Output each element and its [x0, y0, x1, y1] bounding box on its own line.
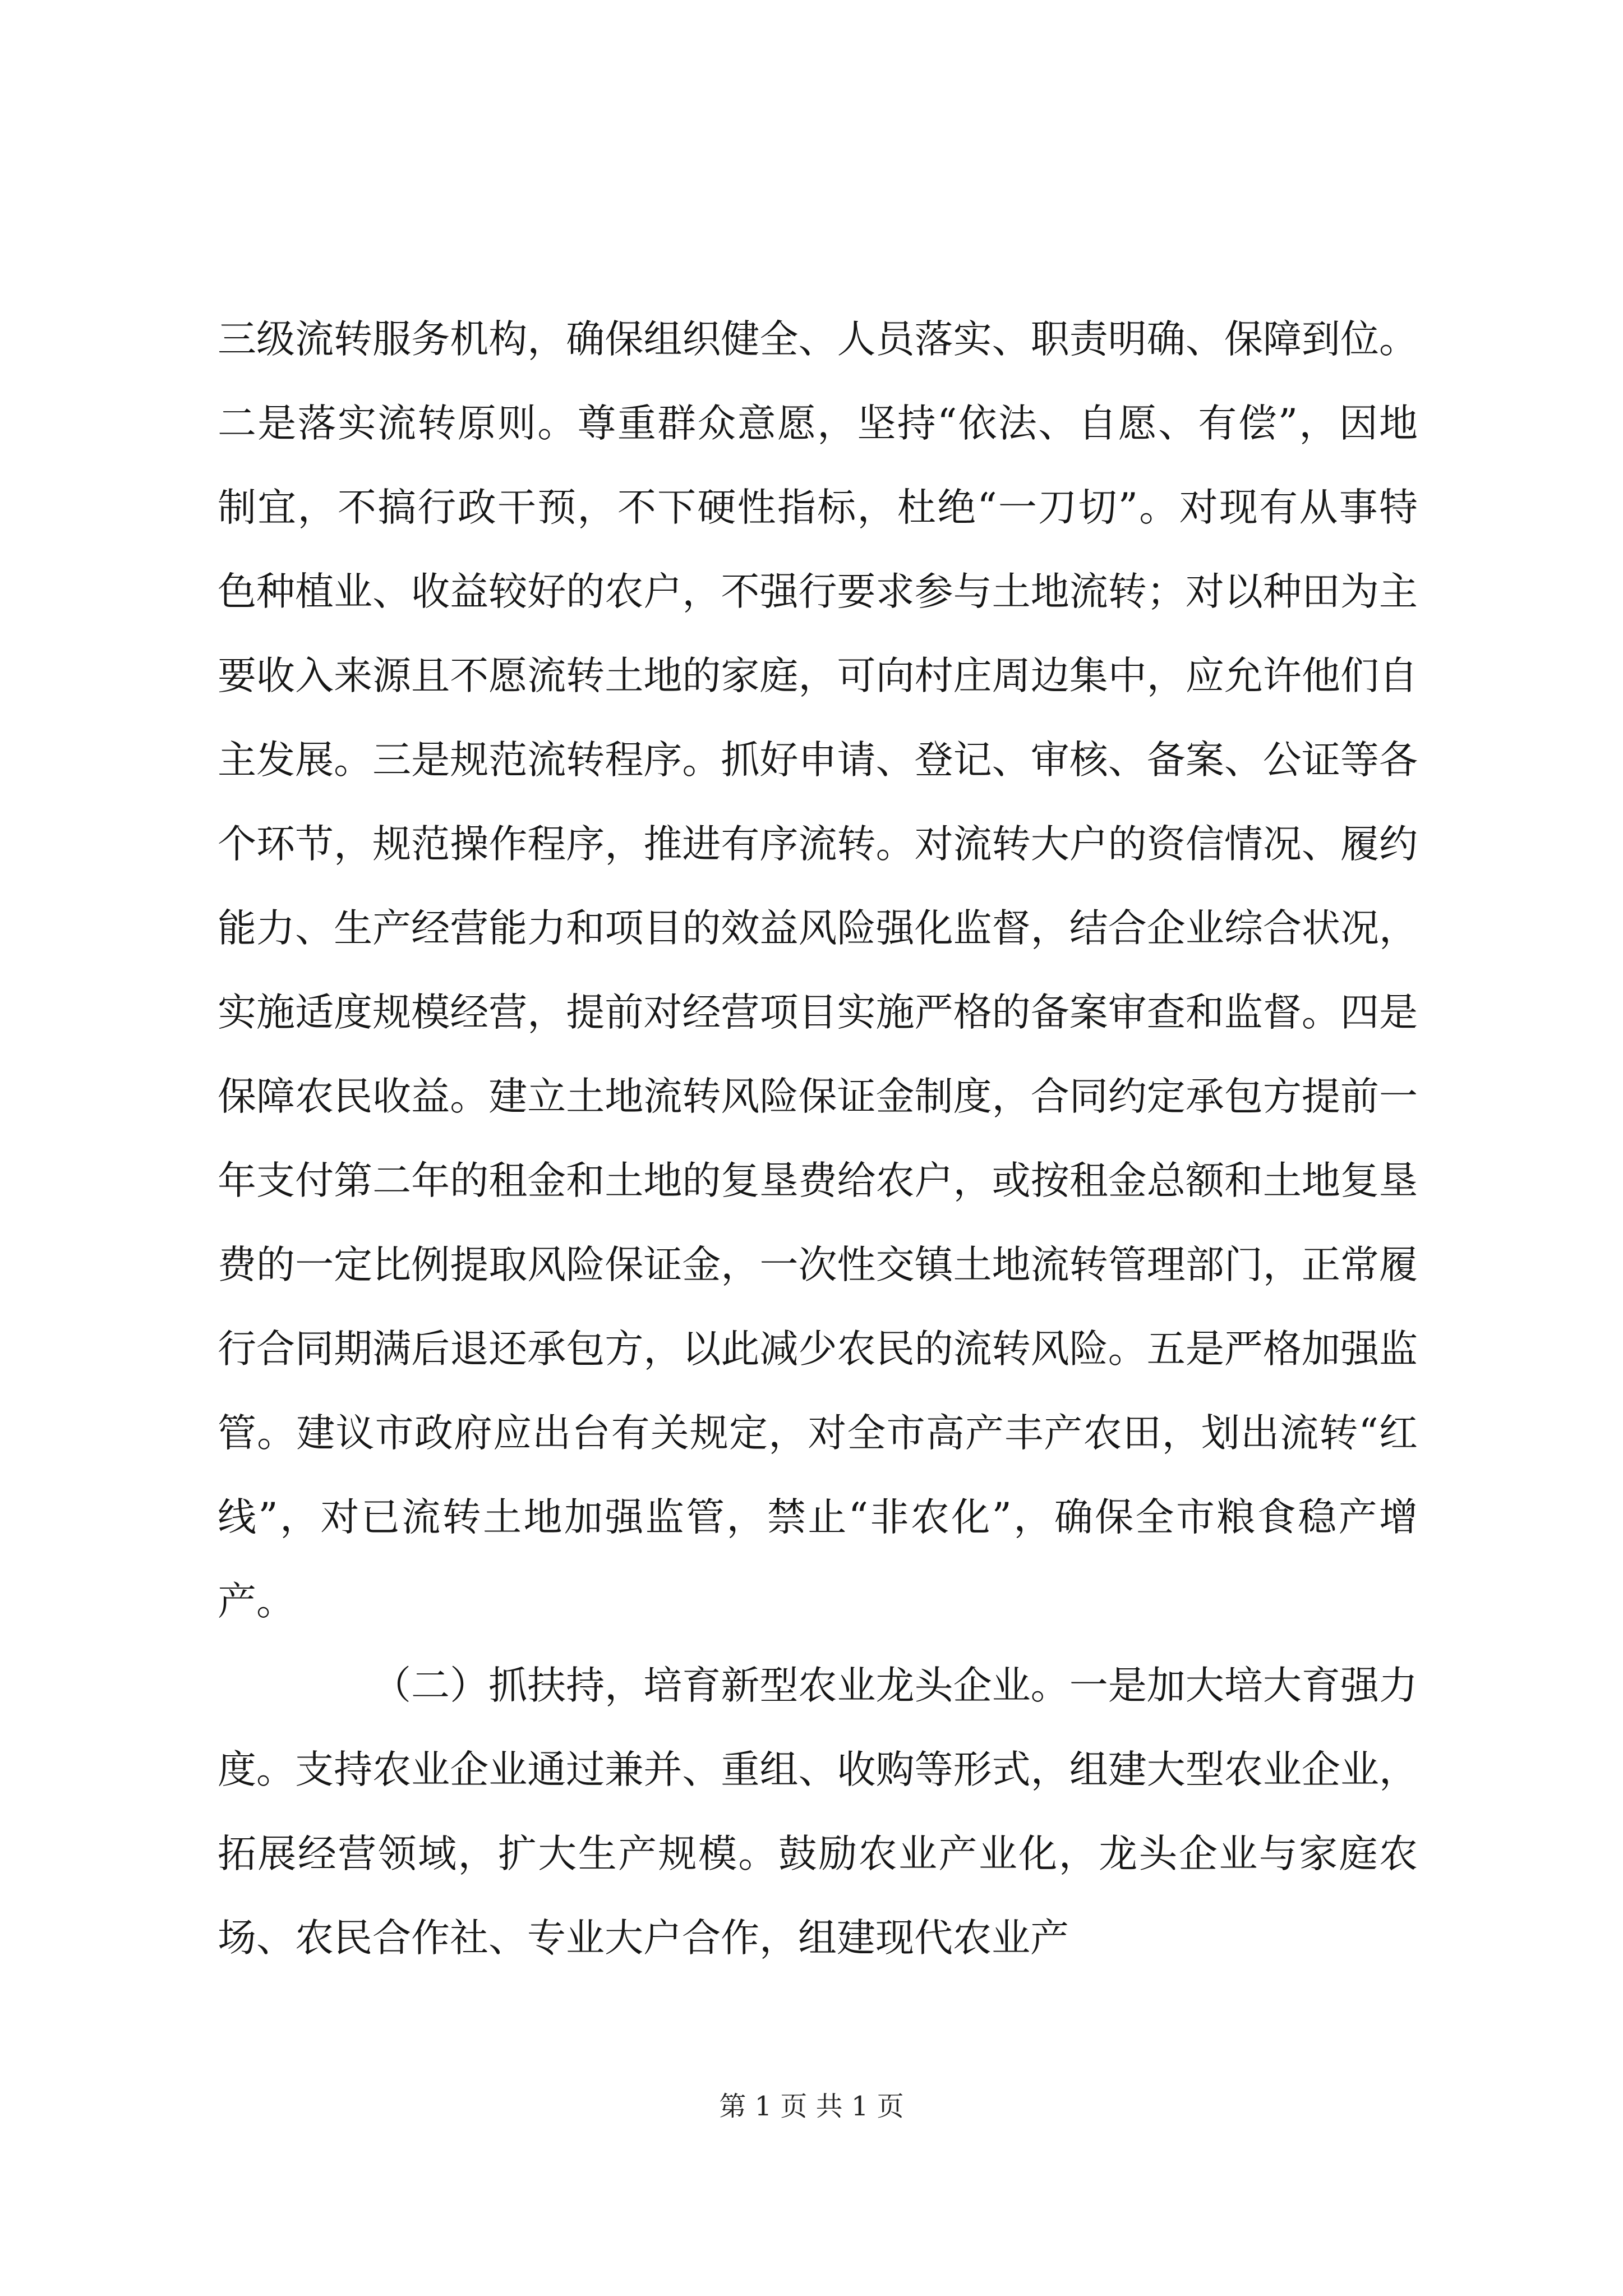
page-footer: 第 1 页 共 1 页 — [719, 2091, 904, 2122]
body-paragraph-1: 三级流转服务机构，确保组织健全、人员落实、职责明确、保障到位。二是落实流转原则。尊重群众意愿，坚持“依法、自愿、有偿”，因地制宜，不搞行政干预，不下硬性指标，杜绝“一刀切”。对现有从事特色种植业、收益较好的农户，不强行要求参与土地流转；对以种田为主要收入来源且不愿流转土地的家庭，可向村庄周边集中，应允许他们自主发展。三是规范流转程序。抓好申请、登记、审核、备案、公证等各个环节，规范操作程序，推进有序流转。对流转大户的资信情况、履约能力、生产经营能力和项目的效益风险强化监督，结合企业综合状况，实施适度规模经营，提前对经营项目实施严格的备案审查和监督。四是保障农民收益。建立土地流转风险保证金制度，合同约定承包方提前一年支付第二年的租金和土地的复垦费给农户，或按租金总额和土地复垦费的一定比例提取风险保证金，一次性交镇土地流转管理部门，正常履行合同期满后退还承包方，以此减少农民的流转风险。五是严格加强监管。建议市政府应出台有关规定，对全市高产丰产农田，划出流转“红线”，对已流转土地加强监管，禁止“非农化”，确保全市粮食稳产增产。 — [218, 317, 1418, 1624]
body-paragraph-2: （二）抓扶持，培育新型农业龙头企业。一是加大培大育强力度。支持农业企业通过兼并、重组、收购等形式，组建大型农业企业，拓展经营领域，扩大生产规模。鼓励农业产业化，龙头企业与家庭农场、农民合作社、专业大户合作，组建现代农业产 — [218, 1663, 1418, 1961]
document-body — [218, 297, 1418, 2064]
